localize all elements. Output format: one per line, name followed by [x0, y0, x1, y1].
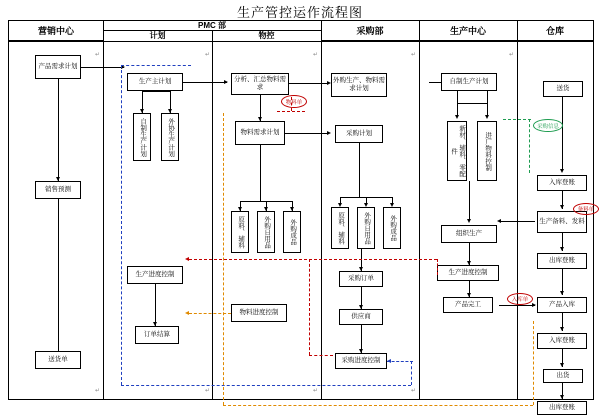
arrow-items-to-order [359, 267, 363, 271]
node-incoming-material-control[interactable]: 进厂物料控制 [477, 121, 497, 181]
node-outsourced-production-material-plan[interactable]: 外购生产、物料需求计划 [331, 73, 387, 97]
pilcrow-mark: ↵ [411, 52, 417, 58]
conn-plan-to-control [487, 91, 488, 115]
arrow-purchase-to-finished [390, 203, 394, 207]
node-purchase-raw-aux[interactable]: 原料、辅料 [331, 207, 349, 249]
node-analyze-material-requirement[interactable]: 分析、汇总物料需求 [231, 73, 289, 95]
node-purchase-daily-goods[interactable]: 外购日用品 [357, 207, 375, 249]
header-separator [9, 41, 593, 42]
node-inhouse-production-plan[interactable]: 自制生产计划 [133, 113, 151, 161]
lane-divider-3 [419, 21, 420, 399]
lane-divider-pmc-mid [212, 31, 213, 399]
arrow-demand-to-forecast [56, 177, 60, 181]
swimlane-header-warehouse: 仓库 [517, 21, 593, 41]
node-material-progress-control[interactable]: 物料进度控制 [231, 304, 287, 322]
flow-blue-into-purchase [387, 361, 413, 362]
flow-blue-purchase-up [411, 361, 412, 385]
arrow-supplier-to-progress [359, 349, 363, 353]
node-product-inbound[interactable]: 产品入库 [537, 297, 587, 313]
arrow-mrp-to-purchase-plan [327, 131, 331, 135]
node-production-progress-control-pmc[interactable]: 生产进度控制 [127, 266, 183, 284]
node-material-requirement-plan[interactable]: 物料需求计划 [235, 121, 285, 145]
conn-purchase-plan-down [359, 143, 360, 197]
conn-complete-to-product-inbound [499, 305, 535, 306]
arrow-progress-to-settlement [153, 322, 157, 326]
arrow-outbound-to-product-inbound [560, 291, 564, 295]
node-outsourced-production-plan[interactable]: 外协生产计划 [161, 113, 179, 161]
conn-analysis-to-purchase-req [289, 83, 329, 84]
pilcrow-mark: ↵ [205, 388, 211, 394]
flowchart-canvas [8, 20, 595, 411]
node-outbound-register-2[interactable]: 出库登账 [537, 401, 587, 415]
flow-blue-top [121, 65, 191, 66]
lane-divider-1 [103, 21, 104, 399]
arrow-mrp-to-daily [264, 207, 268, 211]
pilcrow-mark: ↵ [313, 388, 319, 394]
node-shipment[interactable]: 出货 [543, 369, 583, 383]
arrow-issue-to-outbound [560, 247, 564, 251]
conn-master-to-analysis [183, 82, 227, 83]
annotation-purchase-info: 采购信息 [533, 119, 563, 132]
node-purchased-finished-goods[interactable]: 外购成品 [283, 211, 301, 253]
arrow-product-inbound-to-register [560, 327, 564, 331]
arrow-order-to-supplier [359, 305, 363, 309]
arrow-plan-to-materials [455, 115, 459, 119]
conn-mrp-down [260, 145, 261, 201]
pilcrow-mark: ↵ [313, 52, 319, 58]
arrow-analysis-to-mrp [258, 117, 262, 121]
arrow-register-to-shipment [560, 363, 564, 367]
pilcrow-mark: ↵ [95, 388, 101, 394]
node-outbound-register-1[interactable]: 出库登账 [537, 253, 587, 269]
swimlane-header-purchasing: 采购部 [321, 21, 419, 41]
pilcrow-mark: ↵ [95, 52, 101, 58]
conn-prod-split [457, 103, 487, 104]
arrow-organize-to-progress [467, 261, 471, 265]
arrow-purchase-to-raw [338, 203, 342, 207]
node-sales-forecast[interactable]: 销售预测 [35, 181, 81, 199]
pilcrow-mark: ↵ [509, 52, 515, 58]
node-organize-production[interactable]: 组织生产 [441, 225, 497, 243]
flow-red-progress-line [189, 259, 437, 260]
flow-red-purchase-h [309, 355, 333, 356]
lane-divider-4 [517, 21, 518, 399]
conn-master-split [142, 91, 171, 92]
swimlane-header-pmc: PMC 部 [103, 21, 321, 31]
node-supplier[interactable]: 供应商 [339, 309, 383, 325]
node-purchased-daily-goods[interactable]: 外购日用品 [257, 211, 275, 253]
node-product-demand-plan[interactable]: 产品需求计划 [35, 55, 81, 79]
flow-orange-bottom [223, 405, 533, 406]
flow-blue-bottom [121, 385, 411, 386]
conn-to-production-plan [429, 82, 441, 83]
arrow-delivery-to-inbound [560, 169, 564, 173]
arrow-complete-to-product-inbound [532, 303, 536, 307]
conn-demand-to-master-plan [81, 67, 124, 68]
arrow-progress-to-complete [467, 293, 471, 297]
arrow-master-to-analysis [224, 80, 228, 84]
arrow-red-to-pmc-progress [185, 257, 189, 261]
arrow-materials-to-organize [467, 219, 471, 223]
node-purchase-progress-control[interactable]: 采购进度控制 [335, 353, 387, 369]
flow-blue-left-spine [121, 65, 122, 385]
swimlane-header-marketing: 营销中心 [9, 21, 103, 41]
flow-red-purchase-v [309, 259, 310, 355]
pilcrow-mark: ↵ [205, 52, 211, 58]
arrow-inbound-to-issue [560, 205, 564, 209]
arrow-issue-to-organize [497, 219, 501, 223]
swimlane-header-production: 生产中心 [419, 21, 517, 41]
arrow-master-to-outsourced [168, 109, 172, 113]
arrow-shipment-to-outbound-register [560, 395, 564, 399]
flow-green-h [503, 119, 531, 120]
node-purchase-order[interactable]: 采购订单 [339, 271, 383, 287]
annotation-prep-list: 备料单 [573, 203, 599, 215]
flow-green-v [529, 119, 530, 173]
flow-orange-spine [223, 113, 224, 405]
lane-divider-2 [321, 21, 322, 399]
node-delivery-note[interactable]: 送货单 [35, 351, 81, 369]
pilcrow-mark: ↵ [411, 388, 417, 394]
flow-orange-into-material-ctrl [189, 313, 231, 314]
node-order-settlement[interactable]: 订单结算 [135, 326, 179, 344]
arrow-master-to-inhouse [140, 109, 144, 113]
node-purchase-finished-goods[interactable]: 外购成品 [383, 207, 401, 249]
node-materials-parts[interactable]: 新材、辅料、零配件 [447, 121, 467, 181]
node-inbound-register-2[interactable]: 入库登账 [537, 333, 587, 349]
swimlane-header-pmc-material: 物控 [258, 31, 275, 40]
annotation-material-list: 物料单 [281, 95, 307, 108]
node-inbound-register-1[interactable]: 入库登账 [537, 175, 587, 191]
node-delivery[interactable]: 送货 [543, 81, 583, 97]
arrow-mrp-to-raw [238, 207, 242, 211]
node-product-completed[interactable]: 产品完工 [443, 297, 493, 313]
conn-progress-to-settlement [155, 284, 156, 326]
flow-orange-warehouse-up [533, 321, 534, 405]
page-title: 生产管控运作流程图 [236, 5, 363, 20]
conn-mrp-to-purchase-plan [285, 133, 329, 134]
arrow-mrp-to-finished [290, 207, 294, 211]
conn-forecast-down [58, 199, 59, 351]
arrow-plan-to-control [485, 115, 489, 119]
flow-red-analysis-right [277, 111, 305, 112]
annotation-inbound-list: 入库单 [507, 293, 533, 305]
conn-materials-to-organize [469, 181, 470, 221]
node-master-production-plan[interactable]: 生产主计划 [127, 73, 183, 91]
conn-demand-to-forecast [58, 79, 59, 181]
node-raw-aux-material[interactable]: 原料、辅料 [231, 211, 249, 253]
flow-red-prod-progress-v [437, 259, 438, 275]
conn-delivery-to-inbound [562, 97, 563, 171]
arrow-purchase-to-daily [364, 203, 368, 207]
conn-issue-to-organize [499, 221, 535, 222]
node-production-progress-control[interactable]: 生产进度控制 [437, 265, 499, 281]
node-purchase-plan[interactable]: 采购计划 [335, 125, 383, 143]
swimlane-header-pmc-plan: 计划 [149, 31, 166, 40]
arrow-orange-material-ctrl [185, 311, 189, 315]
node-production-material-issue[interactable]: 生产备料、发料 [537, 211, 587, 233]
node-production-inhouse-plan[interactable]: 自制生产计划 [441, 73, 497, 91]
